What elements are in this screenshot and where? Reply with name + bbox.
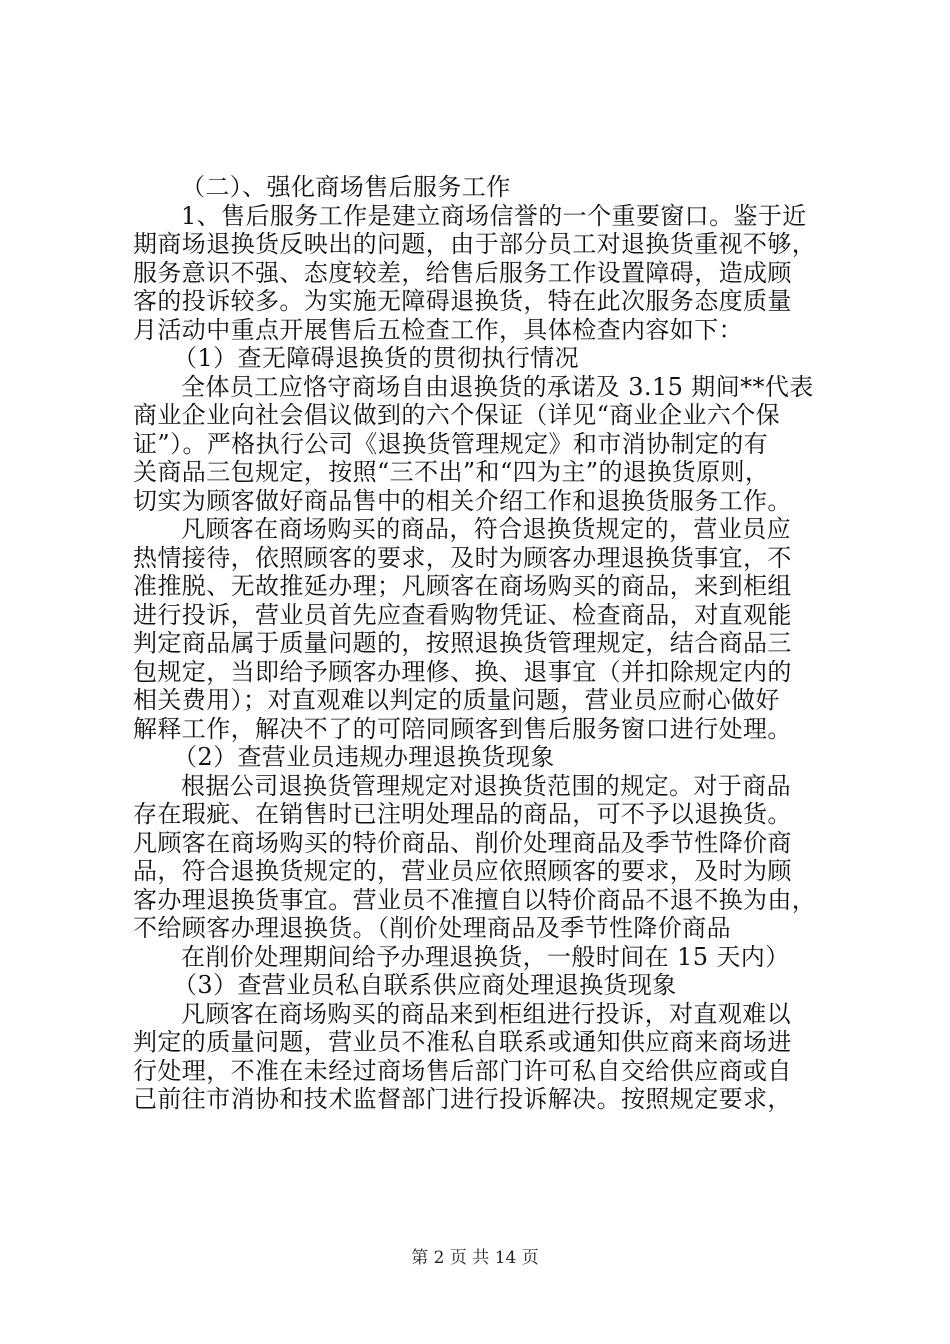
text-line: （二）、强化商场售后服务工作 — [181, 173, 511, 201]
text-line: 品，符合退换货规定的，营业员应依照顾客的要求，及时为顾 — [133, 857, 792, 885]
text-line: 关商品三包规定，按照“三不出”和“四为主”的退换货原则， — [133, 458, 770, 486]
text-line: 存在瑕疵、在销售时已注明处理品的商品，可不予以退换货。 — [133, 800, 792, 828]
text-line: 根据公司退换货管理规定对退换货范围的规定。对于商品 — [181, 771, 791, 800]
text-line: 凡顾客在商场购买的商品来到柜组进行投诉，对直观难以 — [181, 999, 791, 1028]
text-line: （2）查营业员违规办理退换货现象 — [173, 743, 555, 771]
page-footer: 第 2 页 共 14 页 — [411, 1248, 539, 1268]
text-line: 商业企业向社会倡议做到的六个保证（详见“商业企业六个保 — [133, 401, 781, 429]
text-line: 己前往市消协和技术监督部门进行投诉解决。按照规定要求， — [133, 1085, 792, 1113]
text-line: 凡顾客在商场购买的特价商品、削价处理商品及季节性降价商 — [133, 828, 792, 857]
text-line: 在削价处理期间给予办理退换货，一般时间在 15 天内） — [181, 942, 790, 971]
text-line: 判定商品属于质量问题的，按照退换货管理规定，结合商品三 — [133, 629, 792, 657]
text-line: 切实为顾客做好商品售中的相关介绍工作和退换货服务工作。 — [133, 486, 792, 515]
text-line: 包规定，当即给予顾客办理修、换、退事宜（并扣除规定内的 — [133, 657, 792, 686]
text-line: （1）查无障碍退换货的贯彻执行情况 — [173, 344, 580, 372]
text-line: 相关费用）；对直观难以判定的质量问题，营业员应耐心做好 — [133, 686, 780, 714]
text-line: 热情接待，依照顾客的要求，及时为顾客办理退换货事宜，不 — [133, 543, 792, 572]
text-line: 不给顾客办理退换货。（削价处理商品及季节性降价商品 — [133, 914, 731, 942]
text-line: 准推脱、无故推延办理；凡顾客在商场购买的商品，来到柜组 — [133, 572, 792, 600]
text-line: 期商场退换货反映出的问题，由于部分员工对退换货重视不够， — [133, 230, 817, 258]
text-line: 客办理退换货事宜。营业员不准擅自以特价商品不退不换为由， — [133, 885, 817, 914]
document-body — [133, 173, 833, 1114]
text-line: 1、售后服务工作是建立商场信誉的一个重要窗口。鉴于近 — [181, 201, 807, 230]
text-line: 行处理，不准在未经过商场售后部门许可私自交给供应商或自 — [133, 1056, 792, 1085]
text-line: 全体员工应恪守商场自由退换货的承诺及 3.15 期间**代表 — [181, 372, 814, 401]
text-line: 客的投诉较多。为实施无障碍退换货，特在此次服务态度质量 — [133, 287, 792, 315]
text-line: 进行投诉，营业员首先应查看购物凭证、检查商品，对直观能 — [133, 600, 792, 629]
text-line: 月活动中重点开展售后五检查工作，具体检查内容如下： — [133, 315, 743, 344]
text-line: （3）查营业员私自联系供应商处理退换货现象 — [173, 971, 677, 999]
text-line: 服务意识不强、态度较差，给售后服务工作设置障碍，造成顾 — [133, 258, 792, 287]
text-line: 判定的质量问题，营业员不准私自联系或通知供应商来商场进 — [133, 1028, 792, 1056]
text-line: 证”）。严格执行公司《退换货管理规定》和市消协制定的有 — [133, 429, 769, 458]
text-line: 凡顾客在商场购买的商品，符合退换货规定的，营业员应 — [181, 515, 791, 543]
text-line: 解释工作，解决不了的可陪同顾客到售后服务窗口进行处理。 — [133, 714, 792, 743]
